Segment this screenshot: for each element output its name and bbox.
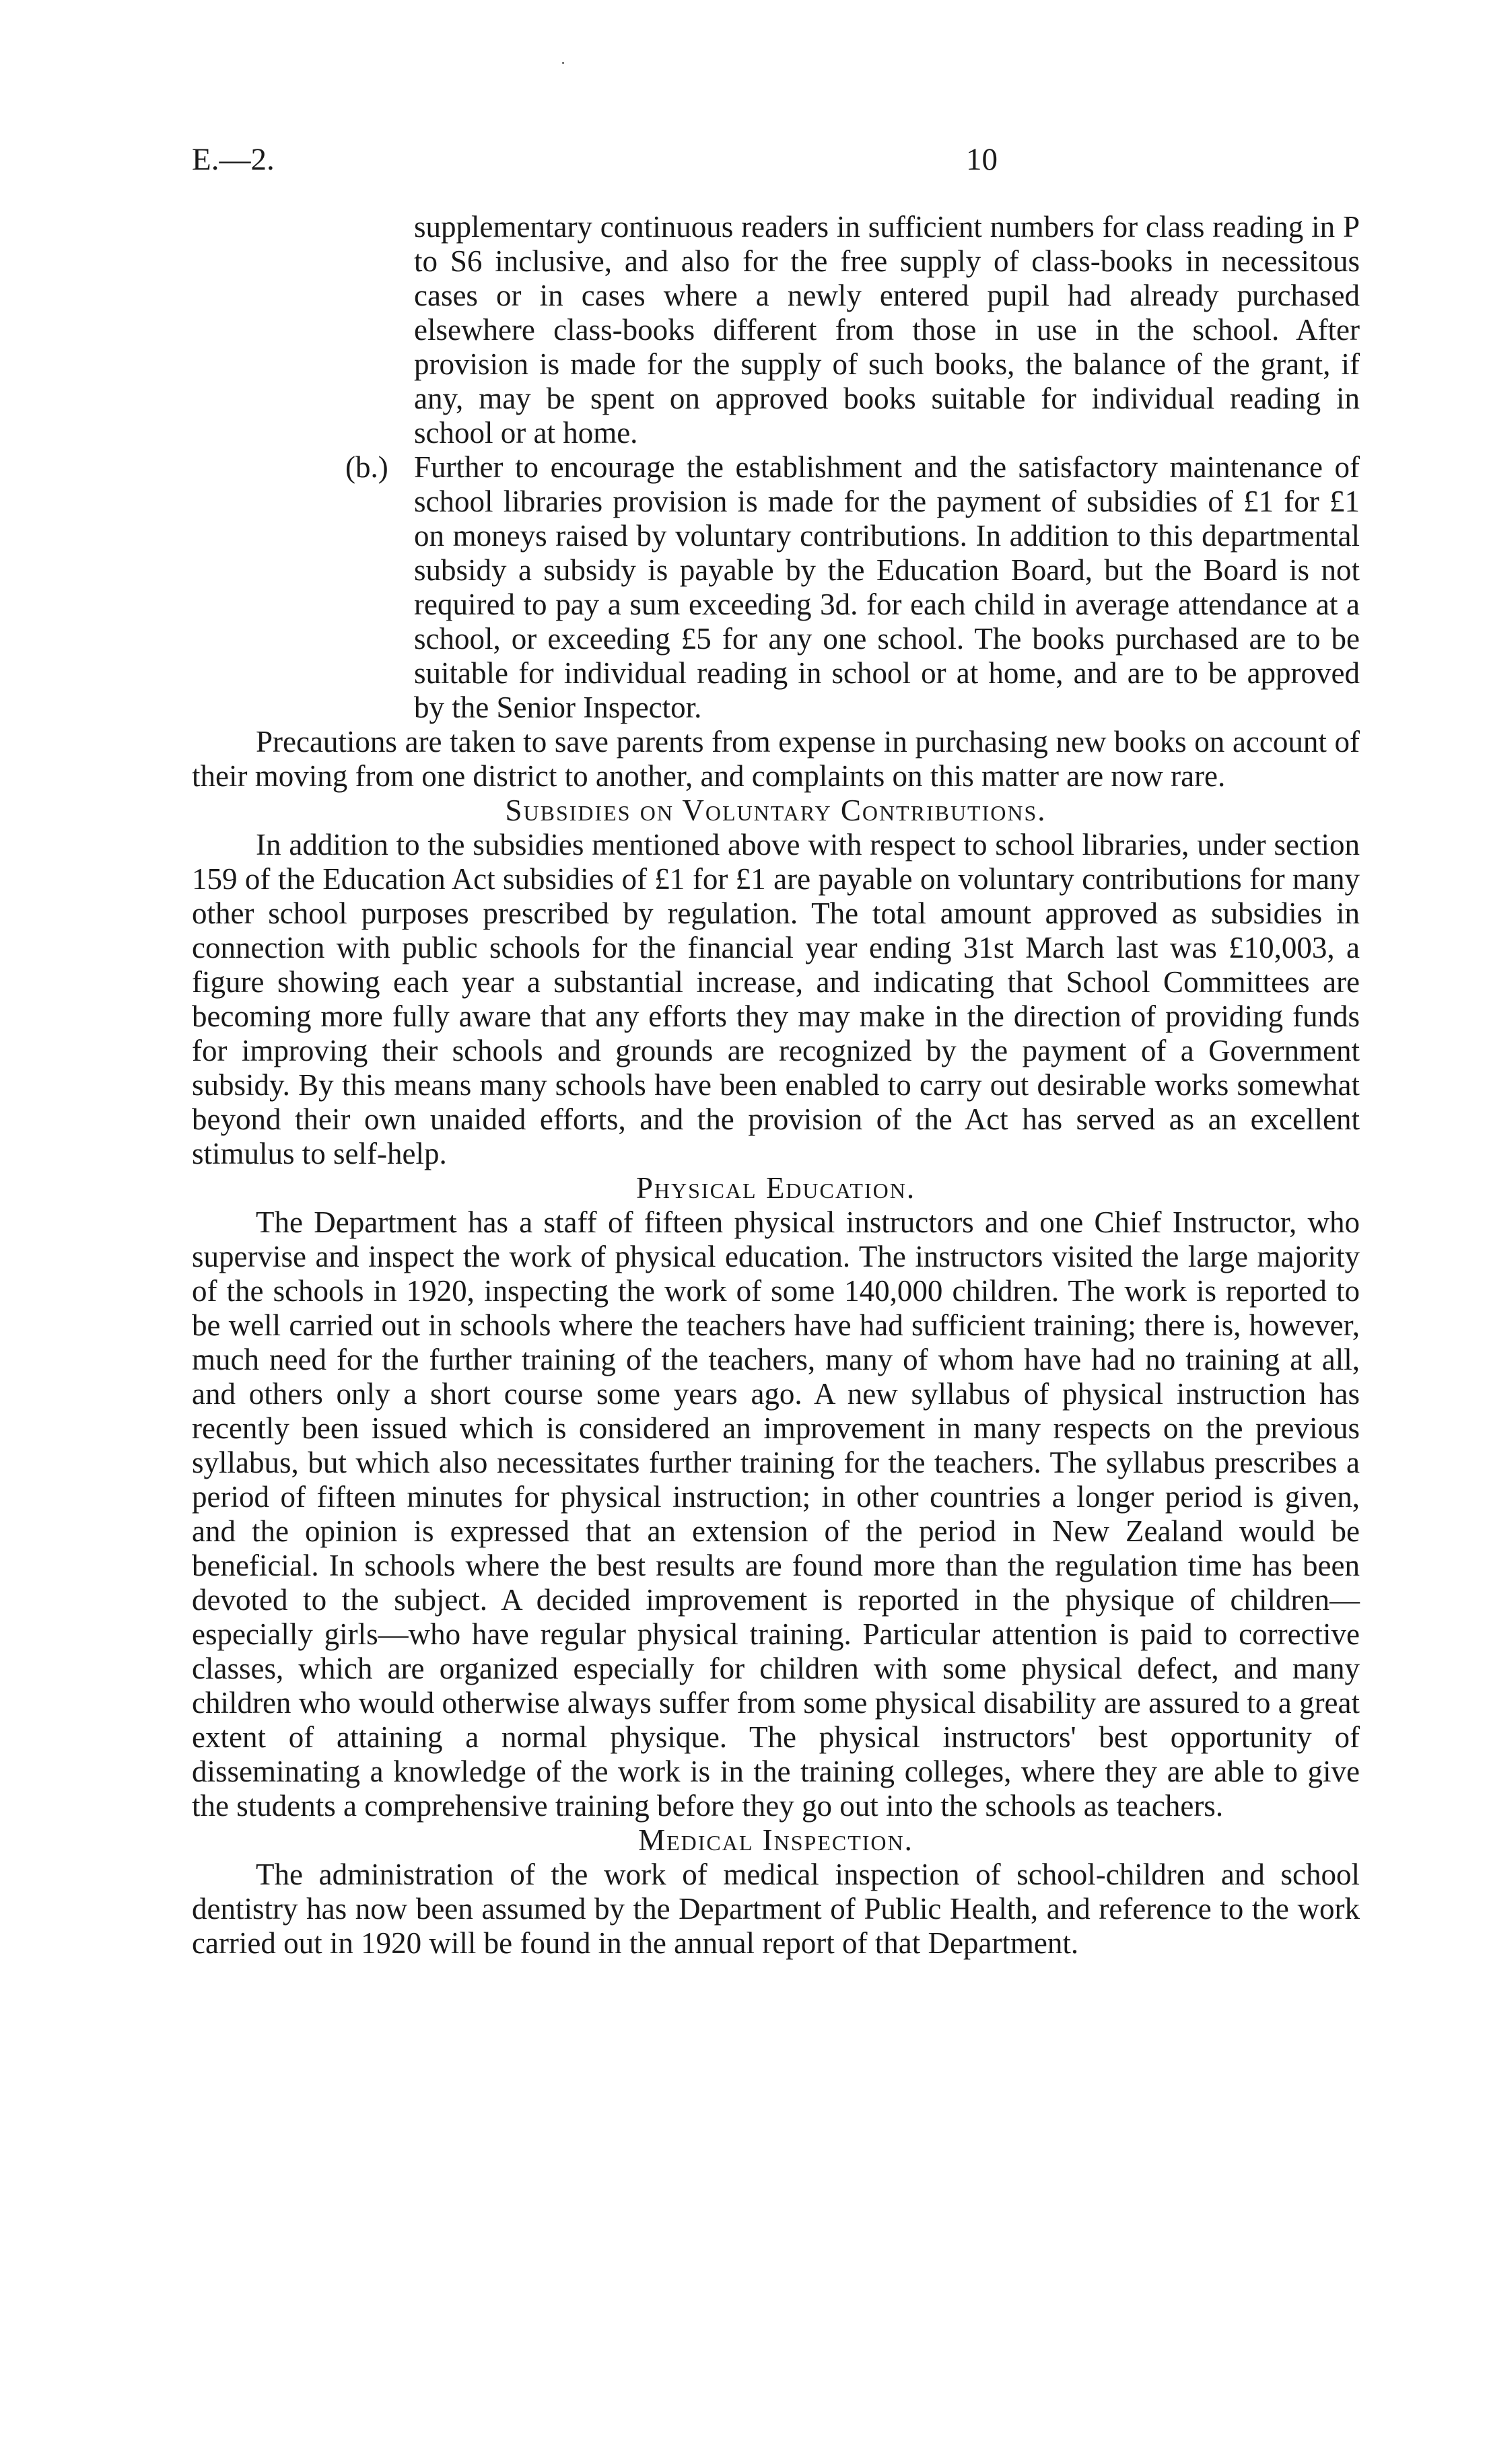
page-header [192, 141, 1360, 188]
subsidies-heading: Subsidies on Voluntary Contributions. [505, 794, 1047, 827]
page-number: 10 [966, 142, 998, 177]
precautions-paragraph: Precautions are taken to save parents from expense in purchasing new books on account of their moving from one district to another, and complaints on this matter are now rare. [192, 725, 1360, 793]
physical-education-paragraph: The Department has a staff of fifteen physical instructors and one Chief Instructor, who supervise and inspect the work of physical education. The instructors visited the large majority of the schools in 1920, inspecting the work of some 140,000 children. The work is reported to be well carried out in schools where the teachers have had sufficient training; there is, however, much need for the further training of the teachers, many of whom have had no training at all, and others only a short course some years ago. A new syllabus of physical instruction has recently been issued which is considered an improvement in many respects on the previous syllabus, but which also necessitates further training for the teachers. The syllabus prescribes a period of fifteen minutes for physical instruction; in other countries a longer period is given, and the opinion is expressed that an extension of the period in New Zealand would be beneficial. In schools where the best results are found more than the regulation time has been devoted to the subject. A decided improvement is reported in the physique of children—especially girls—who have regular physical training. Particular attention is paid to corrective classes, which are organized especially for children with some physical defect, and many children who would otherwise always suffer from some physical disability are assured to a great extent of attaining a normal physique. The physical instructors' best opportunity of disseminating a knowledge of the work is in the training colleges, where they are able to give the students a comprehensive training before they go out into the schools as teachers. [192, 1205, 1360, 1823]
medical-inspection-heading: Medical Inspection. [638, 1823, 913, 1857]
print-speck [562, 62, 564, 64]
subsidies-paragraph: In addition to the subsidies mentioned above with respect to school libraries, under section 159 of the Education Act subsidies of £1 for £1 are payable on voluntary contributions for many other school purposes prescribed by regulation. The total amount approved as subsidies in connection with public schools for the financial year ending 31st March last was £10,003, a figure showing each year a substantial increase, and indicating that School Committees are becoming more fully aware that any efforts they may make in the direction of providing funds for improving their schools and grounds are recognized by the payment of a Government subsidy. By this means many schools have been enabled to carry out desirable works somewhat beyond their own unaided efforts, and the provision of the Act has served as an excellent stimulus to self-help. [192, 828, 1360, 1170]
list-marker-b: (b.) [345, 450, 388, 484]
page-body [192, 210, 1360, 1961]
list-item-b-text: Further to encourage the establishment and the satisfactory maintenance of school libraries provision is made for the payment of subsidies of £1 for £1 on moneys raised by voluntary contributions. In addition to this departmental subsidy a subsidy is payable by the Education Board, but the Board is not required to pay a sum exceeding 3d. for each child in average attendance at a school, or exceeding £5 for any one school. The books purchased are to be suitable for individual reading in school or at home, and are to be approved by the Senior Inspector. [414, 450, 1360, 724]
document-reference: E.—2. [192, 142, 275, 177]
list-item-b [192, 450, 1360, 725]
continuation-paragraph: supplementary continuous readers in sufficient numbers for class reading in P to S6 inclusive, and also for the free supply of class-books in necessitous cases or in cases where a newly entered pupil had already purchased elsewhere class-books different from those in use in the school. After provision is made for the supply of such books, the balance of the grant, if any, may be spent on approved books suitable for individual reading in school or at home. [414, 210, 1360, 450]
physical-education-heading: Physical Education. [635, 1171, 916, 1205]
medical-inspection-paragraph: The administration of the work of medical inspection of school-children and school dentistry has now been assumed by the Department of Public Health, and reference to the work carried out in 1920 will be found in the annual report of that Department. [192, 1858, 1360, 1960]
